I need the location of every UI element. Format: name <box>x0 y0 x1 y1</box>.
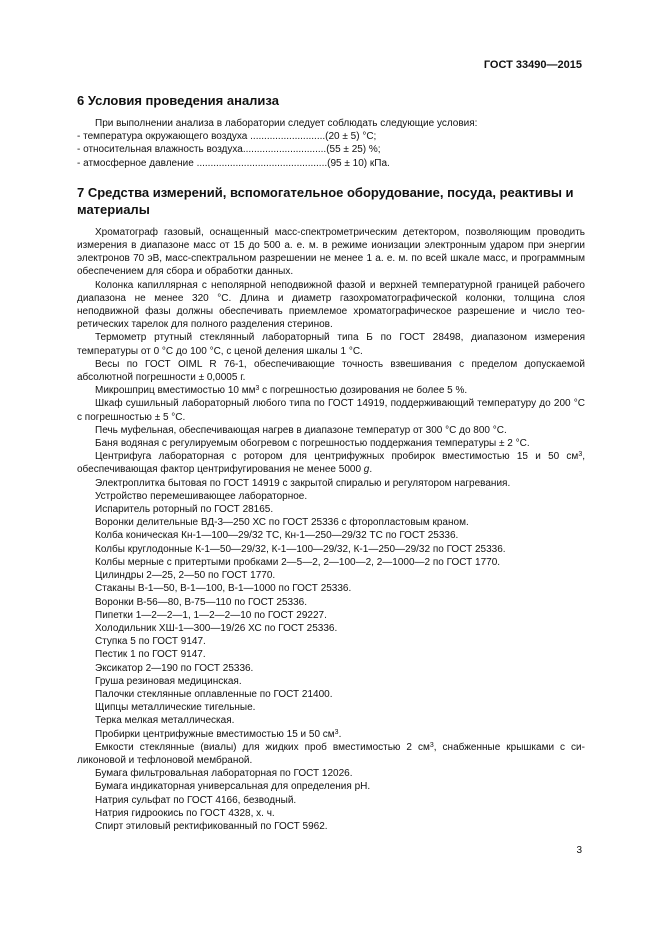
superscript: 3 <box>578 451 583 459</box>
paragraph-thermometer: Термометр ртутный стеклянный лабораторный типа Б по ГОСТ 28498, диапазоном измерения температуры от 0 °С до 100 °С, с ценой деления шкалы 1 °С. <box>77 332 585 357</box>
text-fragment: Микрошприц вместимостью 10 мм <box>95 385 256 397</box>
equipment-item: Воронки В-56—80, В-75—110 по ГОСТ 25336. <box>95 596 308 608</box>
document-header: ГОСТ 33490—2015 <box>483 59 582 71</box>
paragraph-vials <box>77 741 585 767</box>
equipment-item: Ступка 5 по ГОСТ 9147. <box>95 636 206 648</box>
text-fragment: с погрешностью дозирования не более 5 %. <box>259 385 468 397</box>
text-fragment: . <box>338 728 342 740</box>
equipment-item: Колба коническая Кн-1—100—29/32 ТС, Кн-1—250—29/32 ТС по ГОСТ 25336. <box>95 530 459 542</box>
equipment-item: Груша резиновая медицинская. <box>95 675 242 687</box>
paragraph-scales: Весы по ГОСТ OIML R 76-1, обеспечивающие точность взвешивания с пределом допускаемой абсолютной погрешности ± 0,0005 г. <box>77 358 585 384</box>
material-item: Бумага индикаторная универсальная для определения pH. <box>95 781 371 793</box>
document-body <box>77 92 585 833</box>
material-item: Натрия гидроокись по ГОСТ 4328, х. ч. <box>95 807 275 819</box>
conditions-list <box>77 130 585 170</box>
paragraph-column: Колонка капиллярная с неполярной неподвижной фазой и верхней температурной границей рабочего диапазона не менее 320 °С. Длина и диаметр газохроматографической колонки, толщина слоя неподвижной фазы должны обеспечивать приемлемое хроматографическое разрешение и число теоретических тарелок для полного разделения стеринов. <box>77 279 585 331</box>
equipment-item: Колбы мерные с притертыми пробками 2—5—2, 2—100—2, 2—1000—2 по ГОСТ 1770. <box>95 556 501 568</box>
material-item: Спирт этиловый ректификованный по ГОСТ 5962. <box>95 820 328 832</box>
text-fragment: . <box>369 464 373 476</box>
equipment-item: Щипцы металлические тигельные. <box>95 702 256 714</box>
superscript: 3 <box>255 385 260 393</box>
paragraph-water-bath: Баня водяная с регулируемым обогревом с погрешностью поддержания температуры ± 2 °С. <box>95 438 530 450</box>
equipment-item: Холодильник ХШ-1—300—19/26 ХС по ГОСТ 25336. <box>95 622 338 634</box>
equipment-item: Колбы круглодонные К-1—50—29/32, К-1—100—29/32, К-1—250—29/32 по ГОСТ 25336. <box>95 543 506 555</box>
equipment-item: Устройство перемешивающее лабораторное. <box>95 490 308 502</box>
material-item: Натрия сульфат по ГОСТ 4166, безводный. <box>95 794 297 806</box>
text-fragment: Емкости стеклянные (виалы) для жидких проб вместимостью 2 см <box>95 741 430 753</box>
text-fragment: , обеспечивающая фактор центрифугирования не менее 5000 <box>77 451 585 476</box>
text-fragment: Центрифуга лабораторная с ротором для центрифужных пробирок вместимостью 15 и 50 см <box>95 451 579 463</box>
paragraph-microsyringe <box>77 384 585 397</box>
page-number: 3 <box>576 845 582 856</box>
paragraph-centrifuge-tubes <box>77 728 585 741</box>
equipment-item: Пипетки 1—2—2—1, 1—2—2—10 по ГОСТ 29227. <box>95 609 327 621</box>
materials-list <box>77 767 585 833</box>
material-item: Бумага фильтровальная лабораторная по ГОСТ 12026. <box>95 768 353 780</box>
equipment-list <box>77 477 585 728</box>
paragraph-chromatograph: Хроматограф газовый, оснащенный масс-спектрометрическим детектором, позволяющим проводить измерения в диапазоне масс от 15 до 500 а. е. м. в режиме ионизации электронным ударом при энергии электронов 70 эВ, масс-спектральном разрешении не менее 1 а. е. м. по всей шкале масс, и программным обеспечением для сбора и обработки данных. <box>77 226 585 278</box>
text-fragment: Пробирки центрифужные вместимостью 15 и 50 см <box>95 728 335 740</box>
superscript: 3 <box>429 741 434 749</box>
section-6-heading: 6 Условия проведения анализа <box>77 93 279 108</box>
equipment-item: Электроплитка бытовая по ГОСТ 14919 с закрытой спиралью и регулятором нагревания. <box>95 477 511 489</box>
section-6-intro: При выполнении анализа в лаборатории следует соблюдать следующие условия: <box>95 118 478 129</box>
equipment-item: Цилиндры 2—25, 2—50 по ГОСТ 1770. <box>95 570 276 582</box>
paragraph-muffle-furnace: Печь муфельная, обеспечивающая нагрев в диапазоне температур от 300 °С до 800 °С. <box>95 424 507 436</box>
equipment-item: Эксикатор 2—190 по ГОСТ 25336. <box>95 662 254 674</box>
paragraph-drying-oven: Шкаф сушильный лабораторный любого типа по ГОСТ 14919, поддерживающий температуру до 200 °С с погрешностью ± 5 °С. <box>77 398 585 423</box>
equipment-item: Испаритель роторный по ГОСТ 28165. <box>95 504 274 516</box>
paragraph-centrifuge <box>77 450 585 476</box>
equipment-item: Палочки стеклянные оплавленные по ГОСТ 21400. <box>95 688 333 700</box>
condition-pressure: - атмосферное давление ...............................................(95 ± 10) кПа. <box>77 157 390 169</box>
italic-g: g <box>363 464 370 476</box>
equipment-item: Пестик 1 по ГОСТ 9147. <box>95 649 206 661</box>
superscript: 3 <box>334 728 339 736</box>
section-7-heading: 7 Средства измерений, вспомогательное оборудование, посуда, реактивы и материалы <box>77 184 574 217</box>
condition-temperature: - температура окружающего воздуха ...........................(20 ± 5) °С; <box>77 131 377 143</box>
text-fragment: , снабженные крышками с силиконовой и тефлоновой мембраной. <box>77 741 585 766</box>
equipment-item: Терка мелкая металлическая. <box>95 715 235 727</box>
equipment-item: Стаканы В-1—50, В-1—100, В-1—1000 по ГОСТ 25336. <box>95 583 352 595</box>
equipment-item: Воронки делительные ВД-3—250 ХС по ГОСТ 25336 с фторопластовым краном. <box>95 517 469 529</box>
condition-humidity: - относительная влажность воздуха..............................(55 ± 25) %; <box>77 144 381 156</box>
